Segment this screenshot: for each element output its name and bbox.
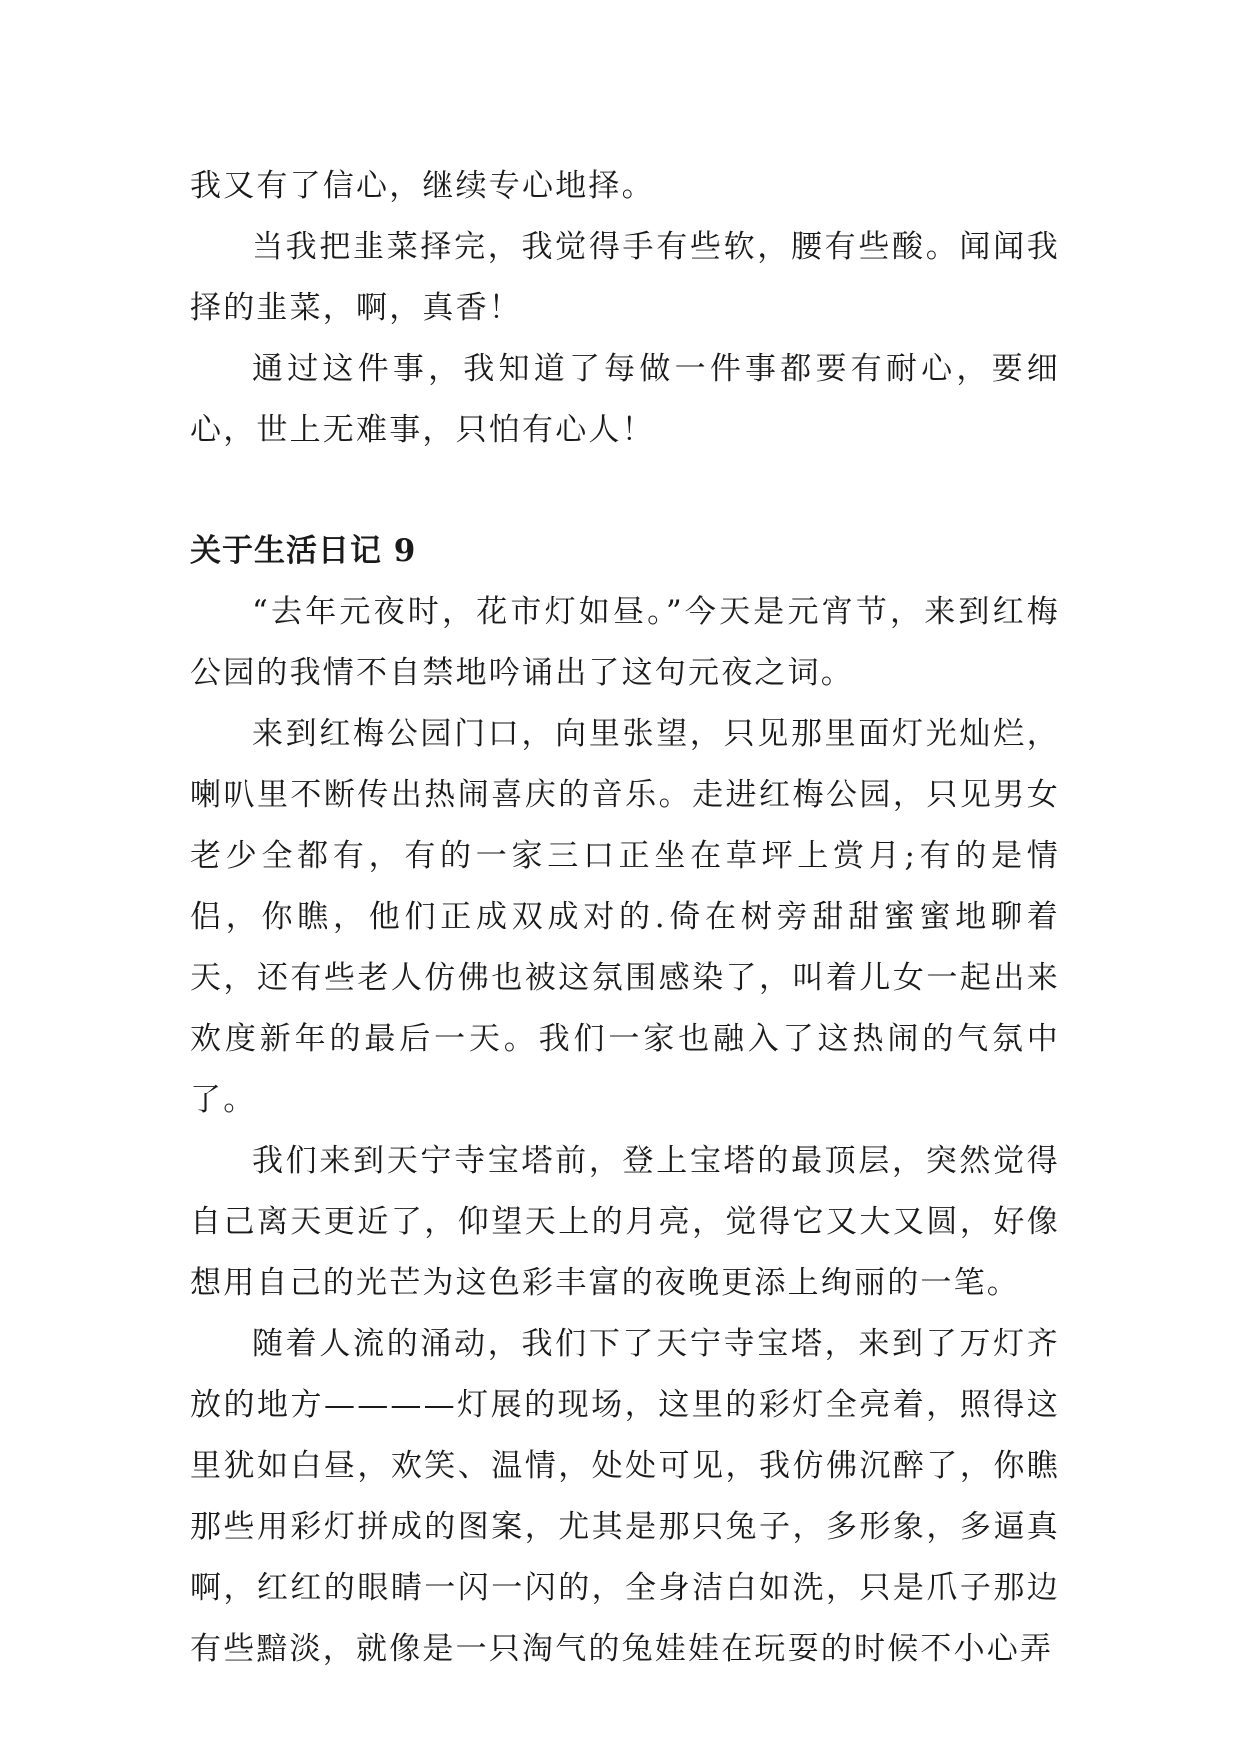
section-title: 关于生活日记 9 [190, 533, 417, 569]
paragraph-continuation-2: 当我把韭菜择完，我觉得手有些软，腰有些酸。闻闻我择的韭菜，啊，真香！ [190, 229, 1060, 326]
paragraph-1: “去年元夜时，花市灯如昼。”今天是元宵节，来到红梅公园的我情不自禁地吟诵出了这句元夜之词。 [190, 594, 1060, 691]
paragraph-4: 随着人流的涌动，我们下了天宁寺宝塔，来到了万灯齐放的地方————灯展的现场，这里的彩灯全亮着，照得这里犹如白昼，欢笑、温情，处处可见，我仿佛沉醉了，你瞧那些用彩灯拼成的图案，尤其是那只兔子，多形象，多逼真啊，红红的眼睛一闪一闪的，全身洁白如洗，只是爪子那边有些黯淡，就像是一只淘气的兔娃娃在玩耍的时候不小心弄 [190, 1326, 1060, 1667]
paragraph-2: 来到红梅公园门口，向里张望，只见那里面灯光灿烂，喇叭里不断传出热闹喜庆的音乐。走进红梅公园，只见男女老少全都有，有的一家三口正坐在草坪上赏月;有的是情侣，你瞧，他们正成双成对的.倚在树旁甜甜蜜蜜地聊着天，还有些老人仿佛也被这氛围感染了，叫着儿女一起出来欢度新年的最后一天。我们一家也融入了这热闹的气氛中了。 [190, 716, 1060, 1118]
paragraph-continuation-3: 通过这件事，我知道了每做一件事都要有耐心，要细心，世上无难事，只怕有心人！ [190, 351, 1060, 448]
paragraph-continuation-1: 我又有了信心，继续专心地择。 [190, 168, 655, 204]
paragraph-3: 我们来到天宁寺宝塔前，登上宝塔的最顶层，突然觉得自己离天更近了，仰望天上的月亮，觉得它又大又圆，好像想用自己的光芒为这色彩丰富的夜晚更添上绚丽的一笔。 [190, 1143, 1060, 1301]
document-body [190, 156, 1060, 1680]
